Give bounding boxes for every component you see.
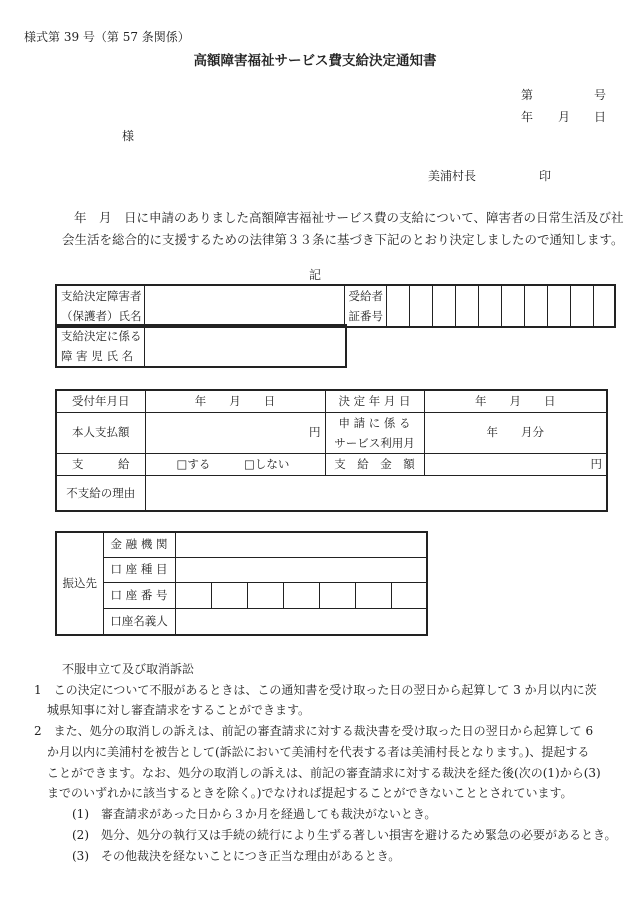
service-month-field[interactable]: 年 月分	[424, 412, 607, 453]
form-number: 様式第 39 号（第 57 条関係）	[24, 30, 190, 44]
decision-date-label: 決 定 年 月 日	[325, 390, 424, 412]
issue-number-prefix: 第	[521, 88, 534, 102]
account-number-label: 口 座 番 号	[103, 582, 175, 608]
appeal-item1-line2: 城県知事に対し審査請求をすることができます。	[47, 703, 311, 717]
amount-label: 支 給 金 額	[325, 453, 424, 475]
appeal-item2-line4: までのいずれかに該当するときを除く。)でなければ提起することができないこととされています。	[47, 786, 573, 800]
recipient-name-field[interactable]	[144, 285, 344, 327]
certificate-digit-cell[interactable]	[432, 285, 455, 327]
receipt-date-field[interactable]: 年 月 日	[145, 390, 325, 412]
amount-field[interactable]: 円	[424, 453, 607, 475]
receipt-date-label: 受付年月日	[56, 390, 145, 412]
appeal-item1-line1: 1 この決定について不服があるときは、この通知書を受け取った日の翌日から起算して 3 か月以内に茨	[34, 683, 597, 697]
account-type-field[interactable]	[175, 557, 427, 582]
payment-no-checkbox[interactable]: □しない	[244, 456, 290, 471]
issue-month: 月	[558, 110, 571, 124]
self-pay-field[interactable]: 円	[145, 412, 325, 453]
account-holder-field[interactable]	[175, 608, 427, 635]
payment-yes-checkbox[interactable]: □する	[176, 456, 211, 471]
appeal-item2-line2: か月以内に美浦村を被告として(訴訟において美浦村を代表する者は美浦村長となります。)、提起する	[47, 745, 590, 759]
account-number-digit-cell[interactable]	[391, 582, 427, 608]
recipient-table	[55, 284, 616, 328]
child-name-label: 支給決定に係る 障 害 児 氏 名	[56, 325, 144, 367]
service-month-label: 申 請 に 係 る サービス利用月	[325, 412, 424, 453]
account-type-label: 口 座 種 目	[103, 557, 175, 582]
certificate-digit-cell[interactable]	[547, 285, 570, 327]
certificate-number-label: 受給者 証番号	[344, 285, 386, 327]
appeal-heading: 不服申立て及び取消訴訟	[62, 662, 195, 676]
bank-table	[55, 531, 428, 636]
payment-label: 支 給	[56, 453, 145, 475]
account-number-digit-cell[interactable]	[355, 582, 391, 608]
body-text-line1: 年 月 日に申請のありました高額障害福祉サービス費の支給について、障害者の日常生活及び社	[74, 210, 624, 225]
appeal-item2-line1: 2 また、処分の取消しの訴えは、前記の審査請求に対する裁決書を受け取った日の翌日から起算して 6	[34, 724, 594, 738]
bank-name-field[interactable]	[175, 532, 427, 557]
account-number-digit-cell[interactable]	[319, 582, 355, 608]
issue-day: 日	[594, 110, 607, 124]
self-pay-label: 本人支払額	[56, 412, 145, 453]
account-number-digit-cell[interactable]	[247, 582, 283, 608]
issuer-name: 美浦村長	[428, 169, 477, 183]
reason-label: 不支給の理由	[56, 475, 145, 511]
transfer-destination-label: 振込先	[56, 532, 103, 635]
account-number-digit-cell[interactable]	[211, 582, 247, 608]
ki-heading: 記	[308, 268, 321, 282]
child-name-table	[55, 324, 347, 368]
body-text-line2: 会生活を総合的に支援するための法律第３３条に基づき下記のとおり決定しましたので通知します。	[62, 232, 624, 247]
appeal-sub2: (2) 処分、処分の執行又は手続の続行により生ずる著しい損害を避けるため緊急の必要があるとき。	[72, 828, 617, 842]
decision-table	[55, 389, 608, 512]
account-holder-label: 口座名義人	[103, 608, 175, 635]
certificate-digit-cell[interactable]	[478, 285, 501, 327]
reason-field[interactable]	[145, 475, 607, 511]
certificate-digit-cell[interactable]	[501, 285, 524, 327]
certificate-digit-cell[interactable]	[570, 285, 593, 327]
appeal-item2-line3: ことができます。なお、処分の取消しの訴えは、前記の審査請求に対する裁決を経た後(次の(1)から(3)	[47, 766, 601, 780]
account-number-digit-cell[interactable]	[283, 582, 319, 608]
certificate-digit-cell[interactable]	[593, 285, 615, 327]
issue-year: 年	[521, 110, 534, 124]
issuer-seal: 印	[539, 169, 552, 183]
appeal-sub3: (3) その他裁決を経ないことにつき正当な理由があるとき。	[72, 849, 401, 863]
addressee-suffix: 様	[122, 129, 135, 143]
certificate-digit-cell[interactable]	[524, 285, 547, 327]
appeal-sub1: (1) 審査請求があった日から３か月を経過しても裁決がないとき。	[72, 807, 437, 821]
recipient-name-label: 支給決定障害者 （保護者）氏名	[56, 285, 144, 327]
account-number-digit-cell[interactable]	[175, 582, 211, 608]
payment-options	[145, 453, 325, 475]
certificate-digit-cell[interactable]	[455, 285, 478, 327]
page-title: 高額障害福祉サービス費支給決定通知書	[193, 53, 437, 69]
certificate-digit-cell[interactable]	[409, 285, 432, 327]
certificate-digit-cell[interactable]	[386, 285, 409, 327]
child-name-field[interactable]	[144, 325, 346, 367]
bank-name-label: 金 融 機 関	[103, 532, 175, 557]
issue-number-suffix: 号	[594, 88, 607, 102]
decision-date-field[interactable]: 年 月 日	[424, 390, 607, 412]
